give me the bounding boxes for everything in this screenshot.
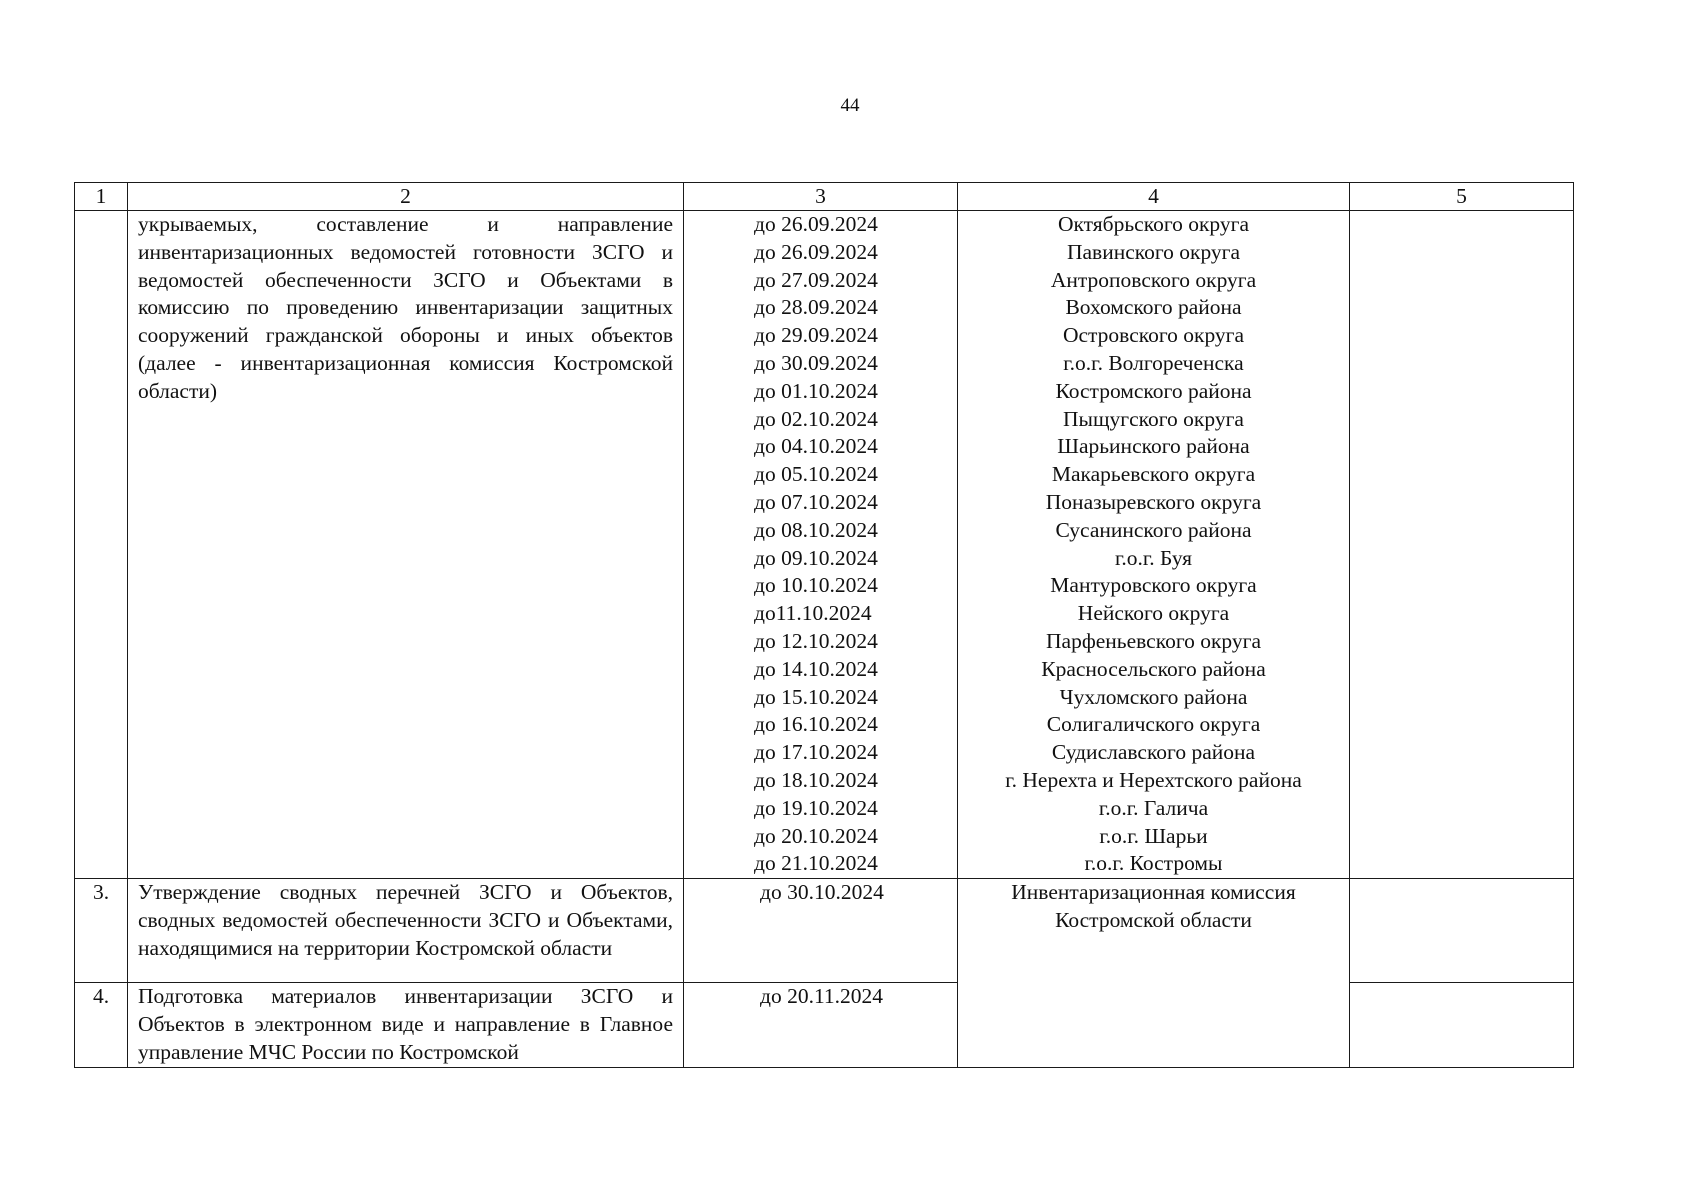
deadline-item: до 27.09.2024	[754, 267, 878, 292]
municipality-item: Костромского района	[1055, 378, 1252, 403]
municipality-item: Судиславского района	[1051, 740, 1256, 765]
task-description	[128, 879, 684, 983]
deadline-item: до 16.10.2024	[754, 712, 878, 737]
row-number: 3.	[75, 879, 128, 983]
municipality-item: г.о.г. Галича	[1098, 795, 1209, 820]
municipality-item: г.о.г. Шарьи	[1099, 823, 1208, 848]
deadline-item: до 28.09.2024	[754, 295, 878, 320]
municipality-item: Октябрьского округа	[1057, 212, 1249, 236]
municipality-item: г.о.г. Буя	[1115, 545, 1192, 570]
municipality-item: Макарьевского округа	[1051, 462, 1256, 487]
deadline-item: до 12.10.2024	[754, 628, 878, 653]
municipality-item: Поназыревского округа	[1045, 489, 1262, 514]
deadline-item: до 09.10.2024	[754, 545, 878, 570]
deadline-item: до 15.10.2024	[754, 684, 878, 709]
task-description	[128, 211, 684, 879]
municipality-item: Островского округа	[1062, 323, 1245, 348]
note-cell	[1350, 211, 1574, 879]
municipality-list	[958, 211, 1350, 879]
row-number	[75, 211, 128, 879]
task-description-text: Утверждение сводных перечней ЗСГО и Объектов, сводных ведомостей обеспеченности ЗСГО и Объектами, находящимися на территории Костромской области	[138, 880, 673, 960]
deadline-item: до 05.10.2024	[754, 462, 878, 487]
municipality-item: Солигаличского округа	[1046, 712, 1261, 737]
deadline: до 20.11.2024	[684, 983, 958, 1067]
deadline-item: до 18.10.2024	[754, 767, 878, 792]
deadline-item: до 08.10.2024	[754, 517, 878, 542]
municipality-item: Нейского округа	[1077, 601, 1230, 626]
municipality-item: Чухломского района	[1059, 684, 1248, 709]
deadline-item: до 02.10.2024	[754, 406, 878, 431]
header-col-1: 1	[75, 183, 128, 211]
responsible-party: Инвентаризационная комиссия Костромской области	[958, 879, 1350, 1067]
note-cell	[1350, 879, 1574, 983]
deadline-item: до 01.10.2024	[754, 378, 878, 403]
municipality-item: Шарьинского района	[1057, 434, 1250, 459]
municipality-item: Антроповского округа	[1050, 267, 1257, 292]
page-number: 44	[840, 95, 860, 116]
deadline-list	[684, 211, 958, 879]
municipality-item: Красносельского района	[1041, 656, 1266, 681]
header-col-3: 3	[684, 183, 958, 211]
municipality-item: Сусанинского района	[1055, 517, 1252, 542]
task-description-text: укрываемых, составление и направление инвентаризационных ведомостей готовности ЗСГО и ведомостей обеспеченности ЗСГО и Объектами в комиссию по проведению инвентаризации защитных сооружений гражданской обороны и иных объектов (далее - инвентаризационная комиссия Костромской области)	[138, 212, 673, 403]
table-row	[75, 211, 1574, 879]
header-col-4: 4	[958, 183, 1350, 211]
municipality-item: г.о.г. Костромы	[1084, 851, 1223, 876]
municipality-item: Парфеньевского округа	[1046, 628, 1261, 653]
note-cell	[1350, 983, 1574, 1067]
deadline-item: до11.10.2024	[754, 601, 872, 626]
task-description-text: Подготовка материалов инвентаризации ЗСГО и Объектов в электронном виде и направление в Главное управление МЧС России по Костромской	[138, 984, 673, 1064]
schedule-table	[74, 182, 1574, 1068]
municipality-item: Мантуровского округа	[1050, 573, 1257, 598]
municipality-item: г.о.г. Волгореченска	[1063, 350, 1244, 375]
deadline-item: до 14.10.2024	[754, 656, 878, 681]
deadline-item: до 26.09.2024	[754, 239, 878, 264]
table-header-row	[75, 183, 1574, 211]
deadline-item: до 29.09.2024	[754, 323, 878, 348]
table-row	[75, 879, 1574, 983]
deadline-item: до 17.10.2024	[754, 740, 878, 765]
header-col-2: 2	[128, 183, 684, 211]
deadline-item: до 26.09.2024	[754, 212, 878, 236]
deadline-item: до 20.10.2024	[754, 823, 878, 848]
table-row	[75, 983, 1574, 1067]
deadline-item: до 30.09.2024	[754, 350, 878, 375]
deadline: до 30.10.2024	[684, 879, 958, 983]
task-description	[128, 983, 684, 1067]
deadline-item: до 10.10.2024	[754, 573, 878, 598]
header-col-5: 5	[1350, 183, 1574, 211]
municipality-item: Вохомского района	[1065, 295, 1242, 320]
deadline-item: до 04.10.2024	[754, 434, 878, 459]
deadline-item: до 07.10.2024	[754, 489, 878, 514]
deadline-item: до 19.10.2024	[754, 795, 878, 820]
municipality-item: Пыщугского округа	[1063, 406, 1244, 431]
deadline-item: до 21.10.2024	[754, 851, 878, 876]
municipality-item: г. Нерехта и Нерехтского района	[1005, 767, 1302, 792]
row-number: 4.	[75, 983, 128, 1067]
municipality-item: Павинского округа	[1066, 239, 1241, 264]
